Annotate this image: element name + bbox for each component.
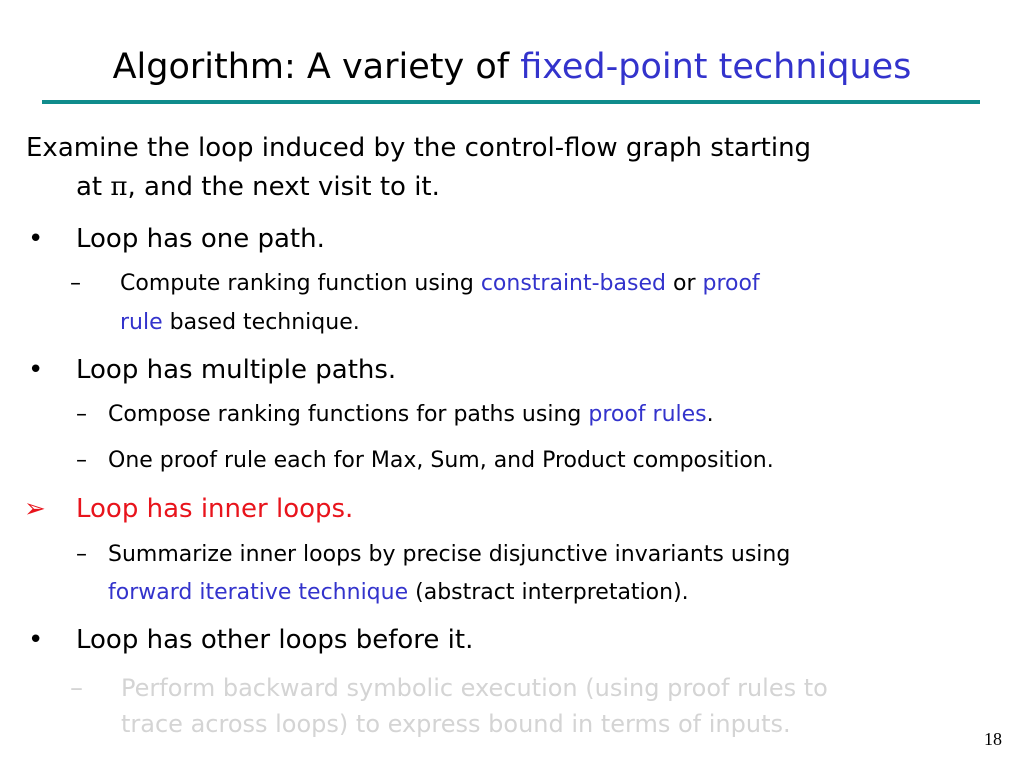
sub-text: Compute ranking function using (120, 271, 481, 296)
title-divider (42, 100, 980, 104)
sub-text: . (706, 402, 714, 427)
term-proof: proof (702, 271, 760, 296)
sub-text: or (665, 271, 703, 296)
intro-at: at (76, 172, 111, 202)
sub-text: based technique. (162, 310, 360, 335)
page-number: 18 (984, 729, 1002, 749)
dash-icon: – (70, 271, 81, 296)
title-highlight: fixed-point techniques (520, 47, 912, 87)
intro-line-2 (76, 169, 440, 205)
sub-compose (108, 397, 714, 433)
bullet-icon: • (28, 224, 44, 254)
bullet-one-path: Loop has one path. (76, 224, 325, 254)
dash-icon: – (76, 542, 87, 567)
sub-text: (abstract interpretation). (408, 580, 689, 605)
sub-one-rule: One proof rule each for Max, Sum, and Product composition. (108, 448, 774, 473)
slide-title (0, 42, 1024, 92)
sub-backward-line-1: Perform backward symbolic execution (using proof rules to (121, 674, 828, 702)
intro-line-1: Examine the loop induced by the control-flow graph starting (26, 133, 812, 163)
sub-ranking-line-1 (120, 266, 760, 302)
intro-rest: , and the next visit to it. (127, 172, 440, 202)
sub-summarize-line-1: Summarize inner loops by precise disjunctive invariants using (108, 542, 791, 567)
bullet-inner-loops: Loop has inner loops. (76, 494, 354, 524)
term-proof-rules: proof rules (588, 402, 707, 427)
arrow-bullet-icon: ➢ (24, 494, 46, 524)
sub-summarize-line-2 (108, 575, 689, 611)
sub-ranking-line-2 (120, 305, 360, 341)
pi-symbol: π (110, 172, 128, 202)
title-prefix: Algorithm: A variety of (112, 47, 521, 87)
bullet-multiple-paths: Loop has multiple paths. (76, 355, 397, 385)
bullet-icon: • (28, 625, 44, 655)
bullet-icon: • (28, 355, 44, 385)
term-rule: rule (120, 310, 163, 335)
sub-backward-line-2: trace across loops) to express bound in terms of inputs. (121, 710, 791, 738)
bullet-other-loops: Loop has other loops before it. (76, 625, 474, 655)
term-constraint-based: constraint-based (480, 271, 666, 296)
term-forward-iterative: forward iterative technique (108, 580, 409, 605)
sub-text: Compose ranking functions for paths using (108, 402, 589, 427)
dash-icon: – (76, 402, 87, 427)
dash-icon: – (76, 448, 87, 473)
dash-icon: – (70, 673, 83, 703)
